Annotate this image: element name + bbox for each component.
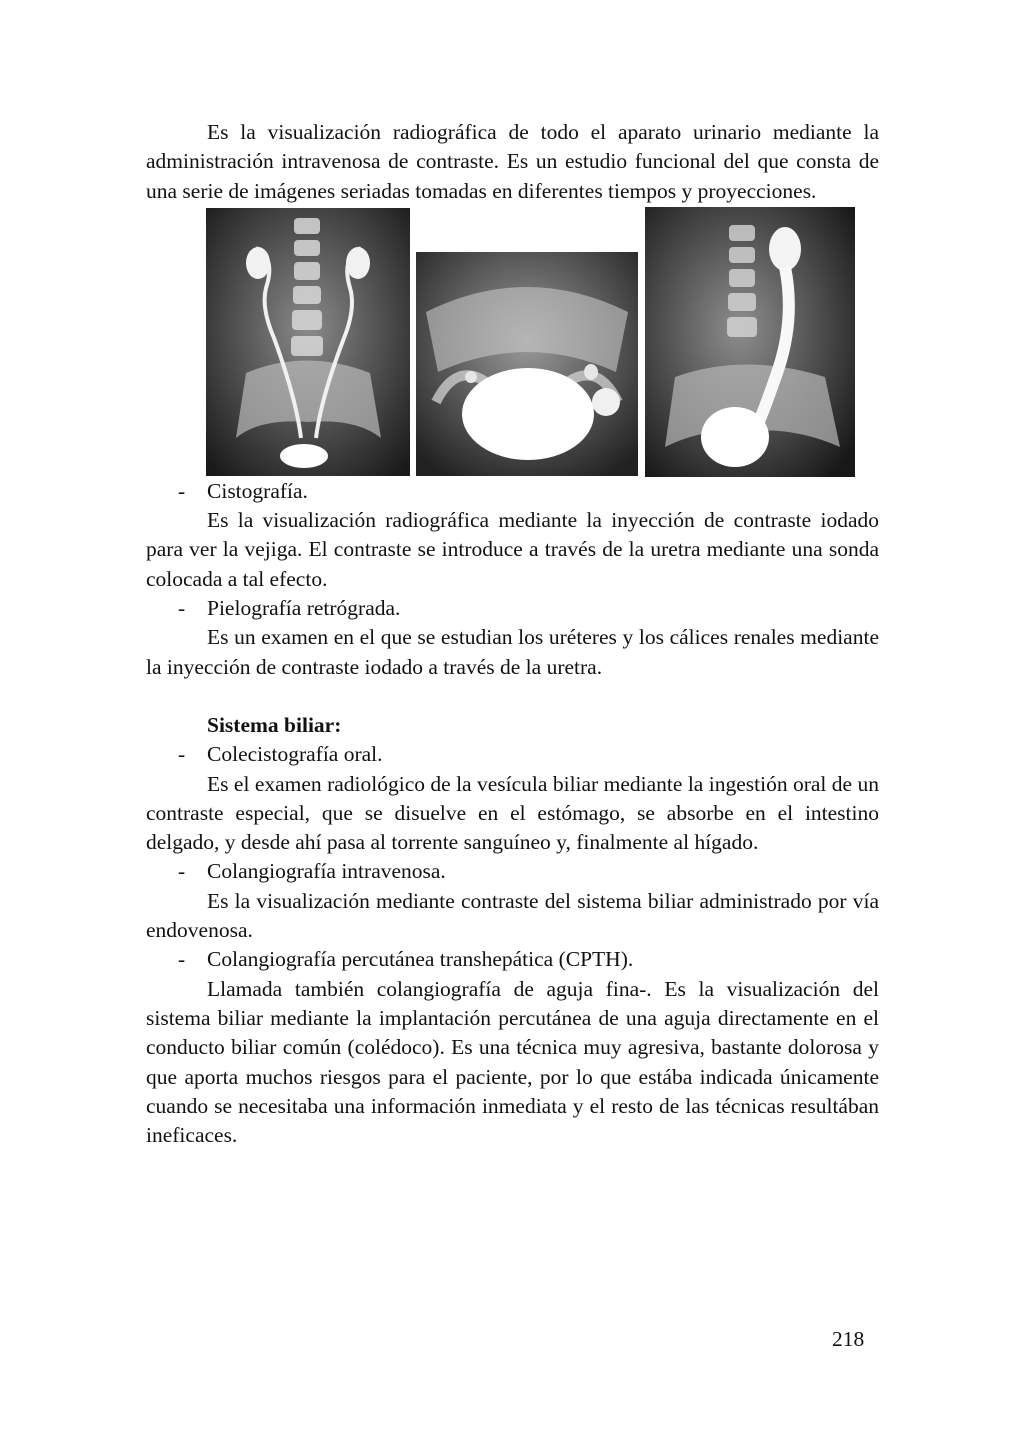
cpth-title: Colangiografía percutánea transhepática (CPTH). <box>207 947 634 972</box>
document-page <box>146 118 879 1150</box>
bullet-dash: - <box>178 478 186 503</box>
colecistografia-paragraph: Es el examen radiológico de la vesícula biliar mediante la ingestión oral de un contraste especial, que se disuelve en el estómago, se absorbe en el intestino delgado, y desde ahí pasa al torrente sanguíneo y, finalmente al hígado. <box>146 771 879 855</box>
page-number: 218 <box>832 1327 865 1351</box>
colecistografia-title: Colecistografía oral. <box>207 742 383 767</box>
list-item-colangiografia-iv <box>146 857 879 886</box>
retrograde-pyelography-xray-image <box>645 207 855 477</box>
cistografia-paragraph: Es la visualización radiográfica mediante la inyección de contraste iodado para ver la vejiga. El contraste se introduce a través de la uretra mediante una sonda colocada a tal efecto. <box>146 508 879 591</box>
pielografia-title: Pielografía retrógrada. <box>207 596 401 621</box>
bullet-dash: - <box>178 742 186 767</box>
bullet-dash: - <box>178 859 186 884</box>
colangiografia-iv-paragraph: Es la visualización mediante contraste del sistema biliar administrado por vía endovenosa. <box>146 888 879 943</box>
pielografia-paragraph: Es un examen en el que se estudian los uréteres y los cálices renales mediante la inyección de contraste iodado a través de la uretra. <box>146 625 879 679</box>
list-item-colecistografia <box>146 740 879 769</box>
cpth-paragraph: Llamada también colangiografía de aguja fina-. Es la visualización del sistema biliar mediante la implantación percutánea de una aguja directamente en el conducto biliar común (colédoco). Es una técnica muy agresiva, bastante dolorosa y que aporta muchos riesgos para el paciente, por lo que estába indicada únicamente cuando se necesitaba una información inmediata y el resto de las técnicas resultában ineficaces. <box>146 976 879 1148</box>
bullet-dash: - <box>178 596 186 621</box>
colangiografia-iv-title: Colangiografía intravenosa. <box>207 859 446 884</box>
section-heading-sistema-biliar: Sistema biliar: <box>207 712 342 737</box>
cystography-xray-image <box>416 252 638 476</box>
urography-xray-image <box>206 208 410 476</box>
list-item-cistografia <box>146 477 879 506</box>
bullet-dash: - <box>178 947 186 972</box>
intro-paragraph: Es la visualización radiográfica de todo el aparato urinario mediante la administración intravenosa de contraste. Es un estudio funcional del que consta de una serie de imágenes seriadas tomadas en diferentes tiempos y proyecciones. <box>146 120 879 203</box>
xray-figure-row <box>146 207 879 477</box>
cistografia-title: Cistografía. <box>207 478 308 503</box>
list-item-pielografia <box>146 594 879 623</box>
list-item-cpth <box>146 945 879 974</box>
